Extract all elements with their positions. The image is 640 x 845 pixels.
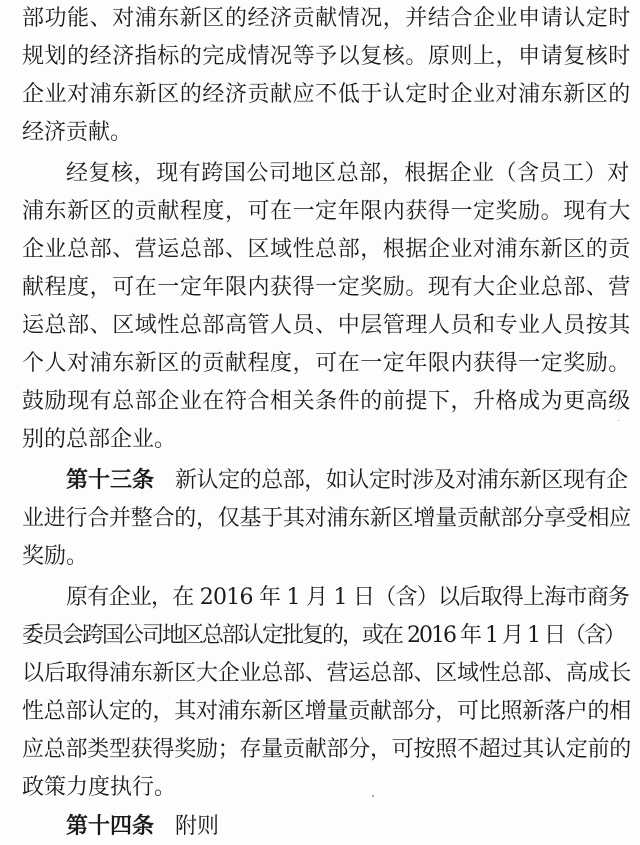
paragraph-line: 个人对浦东新区的贡献程度，可在一定年限内获得一定奖励。 [22,351,631,376]
paragraph-line: 委员会跨国公司地区总部认定批复的，或在 2016 年 1 月 1 日（含） [22,623,624,648]
paragraph-line: 以后取得浦东新区大企业总部、营运总部、区域性总部、高成长 [22,661,632,686]
scan-speck [618,420,619,421]
paragraph-line: 部功能、对浦东新区的经济贡献情况，并结合企业申请认定时 [22,6,631,31]
paragraph-line: 经济贡献。 [22,120,133,145]
paragraph-line: 规划的经济指标的完成情况等予以复核。原则上，申请复核时 [22,44,631,69]
paragraph-line: 附则 [175,814,220,839]
paragraph-line: 企业对浦东新区的经济贡献应不低于认定时企业对浦东新区的 [22,82,631,107]
paragraph-line: 浦东新区的贡献程度，可在一定年限内获得一定奖励。现有大 [22,199,631,224]
paragraph-line: 业进行合并整合的，仅基于其对浦东新区增量贡献部分享受相应 [22,506,632,531]
paragraph-line: 新认定的总部，如认定时涉及对浦东新区现有企 [175,468,628,493]
paragraph-line: 应总部类型获得奖励；存量贡献部分，可按照不超过其认定前的 [22,737,632,762]
paragraph-line: 鼓励现有总部企业在符合相关条件的前提下，升格成为更高级 [22,389,631,414]
paragraph-line: 政策力度执行。 [22,775,177,800]
paragraph-line: 献程度，可在一定年限内获得一定奖励。现有大企业总部、营 [22,275,631,300]
paragraph-line: 性总部认定的，其对浦东新区增量贡献部分，可比照新落户的相 [22,699,632,724]
paragraph-line: 运总部、区域性总部高管人员、中层管理人员和专业人员按其 [22,313,631,338]
scan-speck [372,795,374,797]
article-13-heading: 第十三条 [66,468,155,493]
paragraph-line: 别的总部企业。 [22,427,177,452]
paragraph-line: 经复核，现有跨国公司地区总部，根据企业（含员工）对 [66,161,630,186]
paragraph-line: 原有企业，在 2016 年 1 月 1 日（含）以后取得上海市商务 [66,585,630,610]
paragraph-line: 企业总部、营运总部、区域性总部，根据企业对浦东新区的贡 [22,237,631,262]
article-14-heading: 第十四条 [66,814,155,839]
paragraph-line: 奖励。 [22,544,89,569]
